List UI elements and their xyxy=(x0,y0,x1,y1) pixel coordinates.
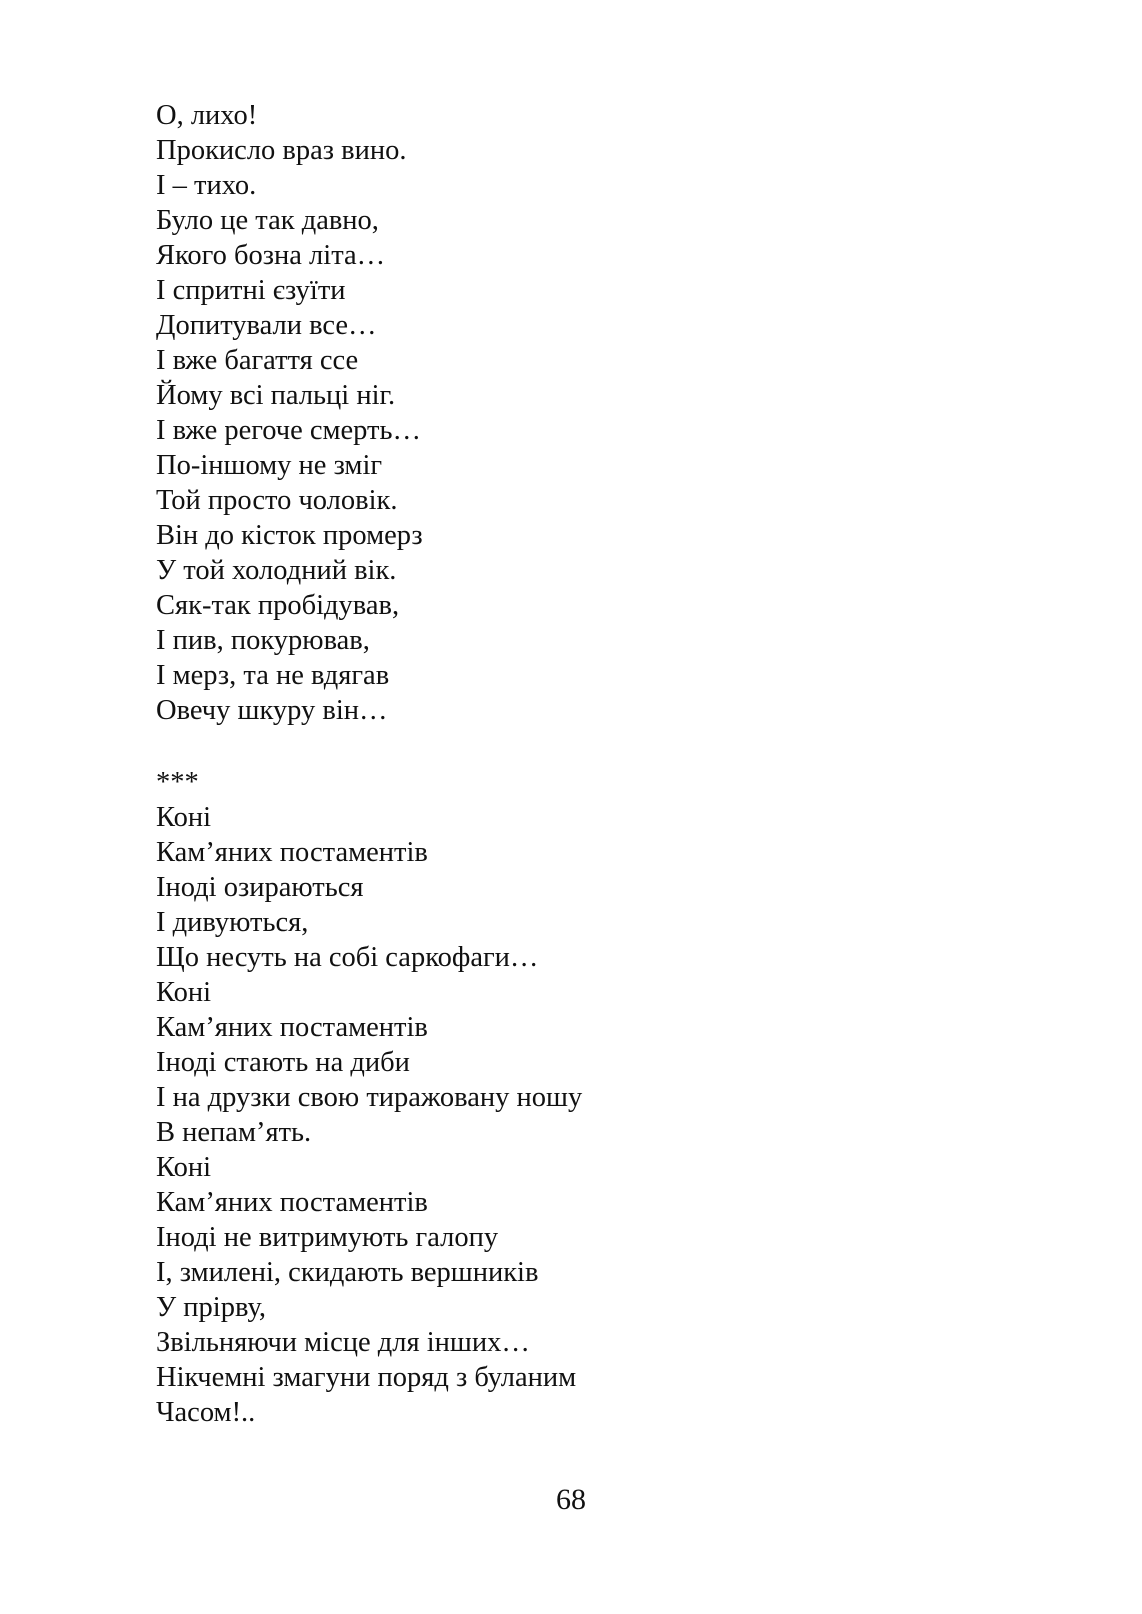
poem-line: Іноді стають на диби xyxy=(156,1047,410,1078)
poem-line: І на друзки свою тиражовану ношу xyxy=(156,1082,583,1113)
poem-line: Прокисло враз вино. xyxy=(156,135,407,166)
poem-line: Той просто чоловік. xyxy=(156,485,398,516)
poem-line: Коні xyxy=(156,1152,212,1183)
poem-line: Було це так давно, xyxy=(156,205,379,236)
poem-line: Іноді озираються xyxy=(156,872,364,903)
poem-line: І вже багаття ссе xyxy=(156,345,359,376)
page-number: 68 xyxy=(556,1483,586,1516)
poem-line: Звільняючи місце для інших… xyxy=(156,1327,530,1358)
poem-line: Коні xyxy=(156,802,212,833)
poem-line: Сяк-так пробідував, xyxy=(156,590,400,621)
poem-line: В непам’ять. xyxy=(156,1117,312,1148)
poem-line: І вже регоче смерть… xyxy=(156,415,422,446)
poem-line: Якого бозна літа… xyxy=(156,240,386,271)
poem-line: І дивуються, xyxy=(156,907,309,938)
poem-line: І – тихо. xyxy=(156,170,257,201)
poem-line: У той холодний вік. xyxy=(156,555,397,586)
poem-line: Нікчемні змагуни поряд з буланим xyxy=(156,1362,577,1393)
poem-line: О, лихо! xyxy=(156,100,258,131)
poem-line: Що несуть на собі саркофаги… xyxy=(156,942,539,973)
poem-line: Кам’яних постаментів xyxy=(156,1012,428,1043)
poem-line: І пив, покурював, xyxy=(156,625,370,656)
poem-line: Часом!.. xyxy=(156,1397,256,1428)
poem-block-2 xyxy=(156,765,582,1430)
poem-line: Іноді не витримують галопу xyxy=(156,1222,499,1253)
poem-line: І мерз, та не вдягав xyxy=(156,660,390,691)
poem-line: Кам’яних постаментів xyxy=(156,837,428,868)
poem-line: Він до кісток промерз xyxy=(156,520,423,551)
section-separator: *** xyxy=(156,767,199,798)
poem-line: І спритні єзуїти xyxy=(156,275,346,306)
poem-line: І, змилені, скидають вершників xyxy=(156,1257,539,1288)
poem-line: По-іншому не зміг xyxy=(156,450,383,481)
poem-line: Коні xyxy=(156,977,212,1008)
poem-block-1 xyxy=(156,98,423,728)
poem-line: У прірву, xyxy=(156,1292,266,1323)
poem-line: Допитували все… xyxy=(156,310,377,341)
poem-line: Овечу шкуру він… xyxy=(156,695,388,726)
poem-line: Йому всі пальці ніг. xyxy=(156,380,396,411)
poem-line: Кам’яних постаментів xyxy=(156,1187,428,1218)
